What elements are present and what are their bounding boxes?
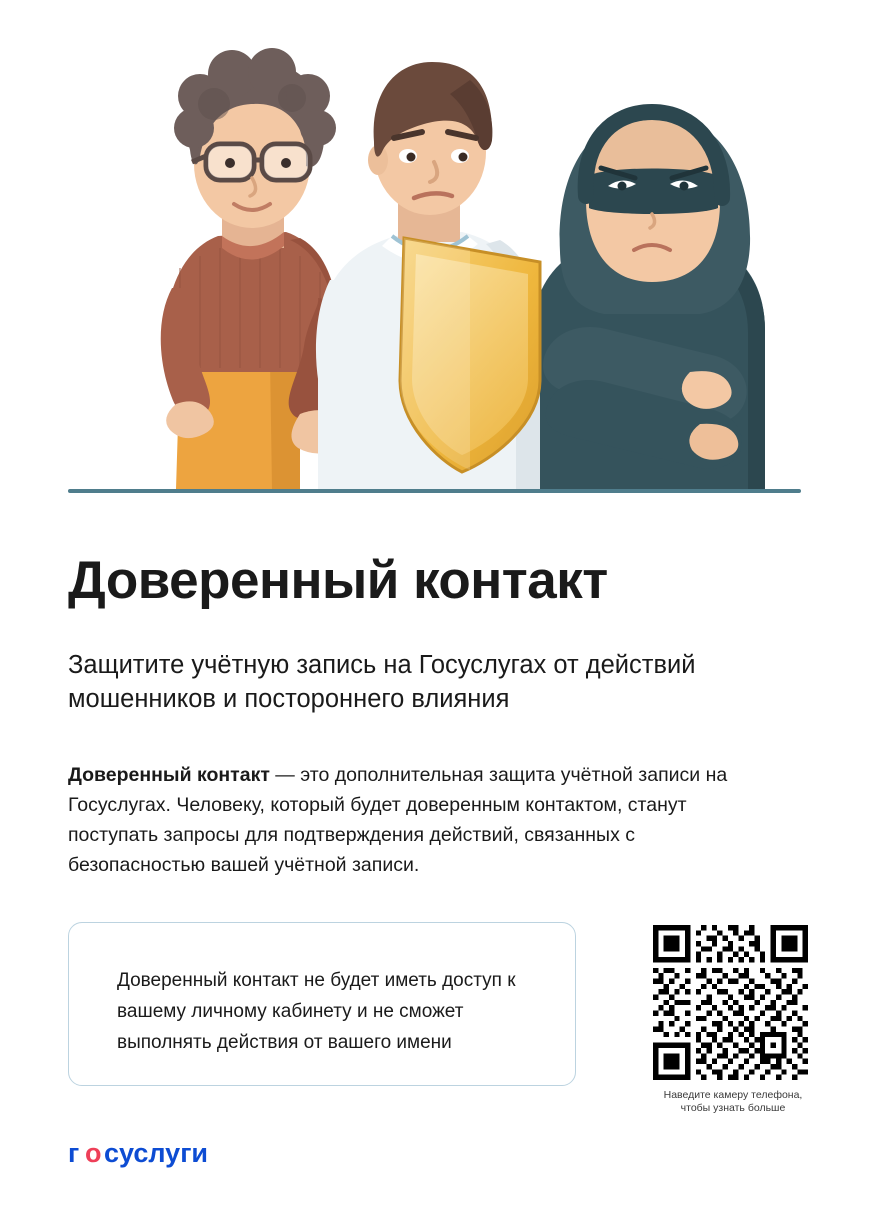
svg-text:г: г bbox=[68, 1138, 80, 1168]
ground-line bbox=[68, 489, 801, 493]
qr-block bbox=[653, 925, 813, 1115]
body-rest: — это дополнительная защита учётной записи на Госуслугах. Человеку, который будет доверенным контактом, станут поступать запросы для подтверждения действий, связанных с безопасностью вашей учётной записи. bbox=[68, 764, 728, 876]
body-lead: Доверенный контакт bbox=[68, 764, 270, 786]
note-text: Доверенный контакт не будет иметь доступ к вашему личному кабинету и не сможет выполнять действия от вашего имени bbox=[117, 970, 516, 1053]
body-paragraph bbox=[68, 760, 768, 880]
text-content bbox=[68, 552, 801, 880]
qr-caption: Наведите камеру телефона, чтобы узнать больше bbox=[663, 1089, 803, 1114]
svg-text:о: о bbox=[85, 1138, 102, 1168]
note-box bbox=[68, 922, 576, 1086]
illustration bbox=[0, 0, 869, 520]
qr-code[interactable] bbox=[653, 925, 808, 1080]
bottom-row bbox=[68, 922, 801, 1112]
page-title: Доверенный контакт bbox=[68, 551, 608, 610]
gosuslugi-logo bbox=[68, 1136, 228, 1170]
page-subtitle: Защитите учётную запись на Госуслугах от действий мошенников и постороннего влияния bbox=[68, 651, 696, 713]
svg-text:суслуги: суслуги bbox=[104, 1138, 209, 1168]
figure-fraudster bbox=[533, 112, 765, 489]
